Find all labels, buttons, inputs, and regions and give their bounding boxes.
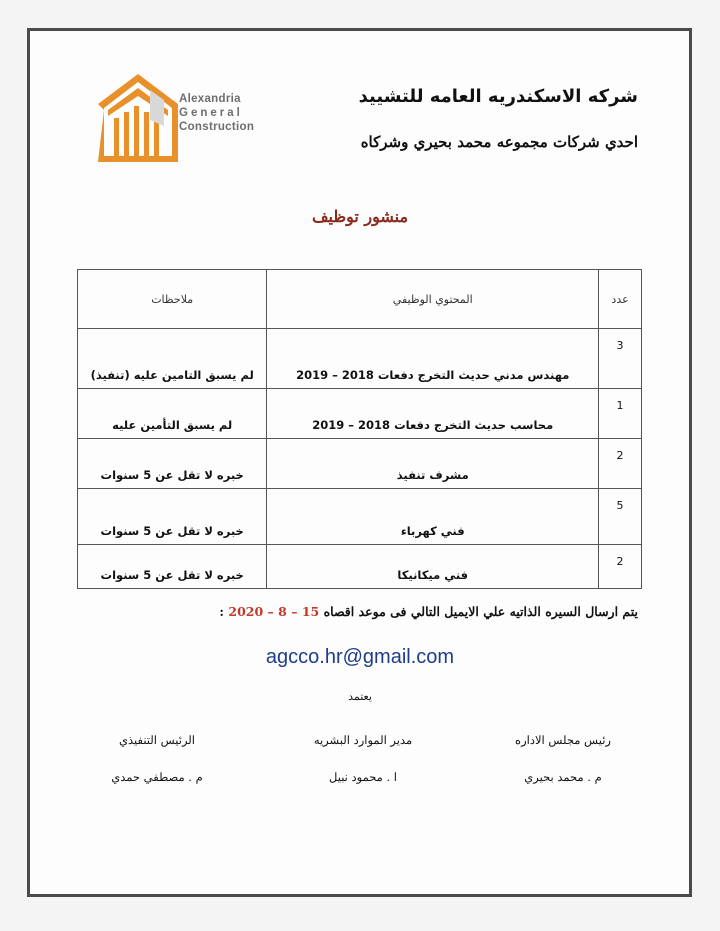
row-notes: خبره لا تقل عن 5 سنوات	[78, 489, 267, 545]
row-job: مهندس مدني حديث التخرج دفعات 2018 – 2019	[267, 329, 599, 389]
header-notes: ملاحظات	[78, 270, 267, 329]
deadline-suffix: :	[219, 604, 225, 619]
deadline-instruction: يتم ارسال السيره الذاتيه علي الايميل التالي فى موعد اقصاه	[323, 604, 638, 619]
row-notes: لم يسبق التأمين عليه	[78, 389, 267, 439]
row-job: محاسب حديث التخرج دفعات 2018 – 2019	[267, 389, 599, 439]
table-row	[78, 489, 642, 545]
company-subtitle: احدي شركات مجموعه محمد بحيري وشركاه	[360, 133, 638, 151]
row-job: فني كهرباء	[267, 489, 599, 545]
signature-title-ceo: الرئيس التنفيذي	[119, 733, 195, 747]
row-notes: لم يسبق التامين عليه (تنفيذ)	[78, 329, 267, 389]
row-count: 1	[599, 389, 642, 439]
signature-name-ceo: م . مصطفي حمدي	[111, 770, 203, 784]
row-count: 3	[599, 329, 642, 389]
signature-name-chairman: م . محمد بحيري	[524, 770, 602, 784]
logo-wordmark	[179, 92, 269, 134]
deadline-text	[219, 604, 638, 619]
header-count: عدد	[599, 270, 642, 329]
company-name: شركه الاسكندريه العامه للتشييد	[358, 86, 638, 107]
row-notes: خبره لا تقل عن 5 سنوات	[78, 545, 267, 589]
contact-email[interactable]: agcco.hr@gmail.com	[265, 646, 455, 668]
row-job: مشرف تنفيذ	[267, 439, 599, 489]
row-count: 2	[599, 545, 642, 589]
deadline-date: 15 – 8 – 2020	[228, 604, 320, 619]
jobs-table	[77, 269, 642, 589]
table-header-row	[78, 270, 642, 329]
row-count: 2	[599, 439, 642, 489]
signature-title-hr: مدير الموارد البشريه	[313, 733, 413, 747]
signature-name-hr: ا . محمود نبيل	[329, 770, 397, 784]
table-row	[78, 389, 642, 439]
logo-line-3: Construction	[179, 121, 255, 133]
row-count: 5	[599, 489, 642, 545]
table-row	[78, 329, 642, 389]
approved-label: يعتمد	[348, 690, 372, 703]
signature-title-chairman: رئيس مجلس الاداره	[515, 733, 611, 747]
logo-line-1: Alexandria	[179, 93, 241, 105]
logo-line-2: General	[179, 107, 243, 119]
row-job: فني ميكانيكا	[267, 545, 599, 589]
table-row	[78, 439, 642, 489]
table-row	[78, 545, 642, 589]
header-job: المحتوي الوظيفي	[267, 270, 599, 329]
row-notes: خبره لا تقل عن 5 سنوات	[78, 439, 267, 489]
post-title: منشور توظيف	[311, 207, 409, 226]
